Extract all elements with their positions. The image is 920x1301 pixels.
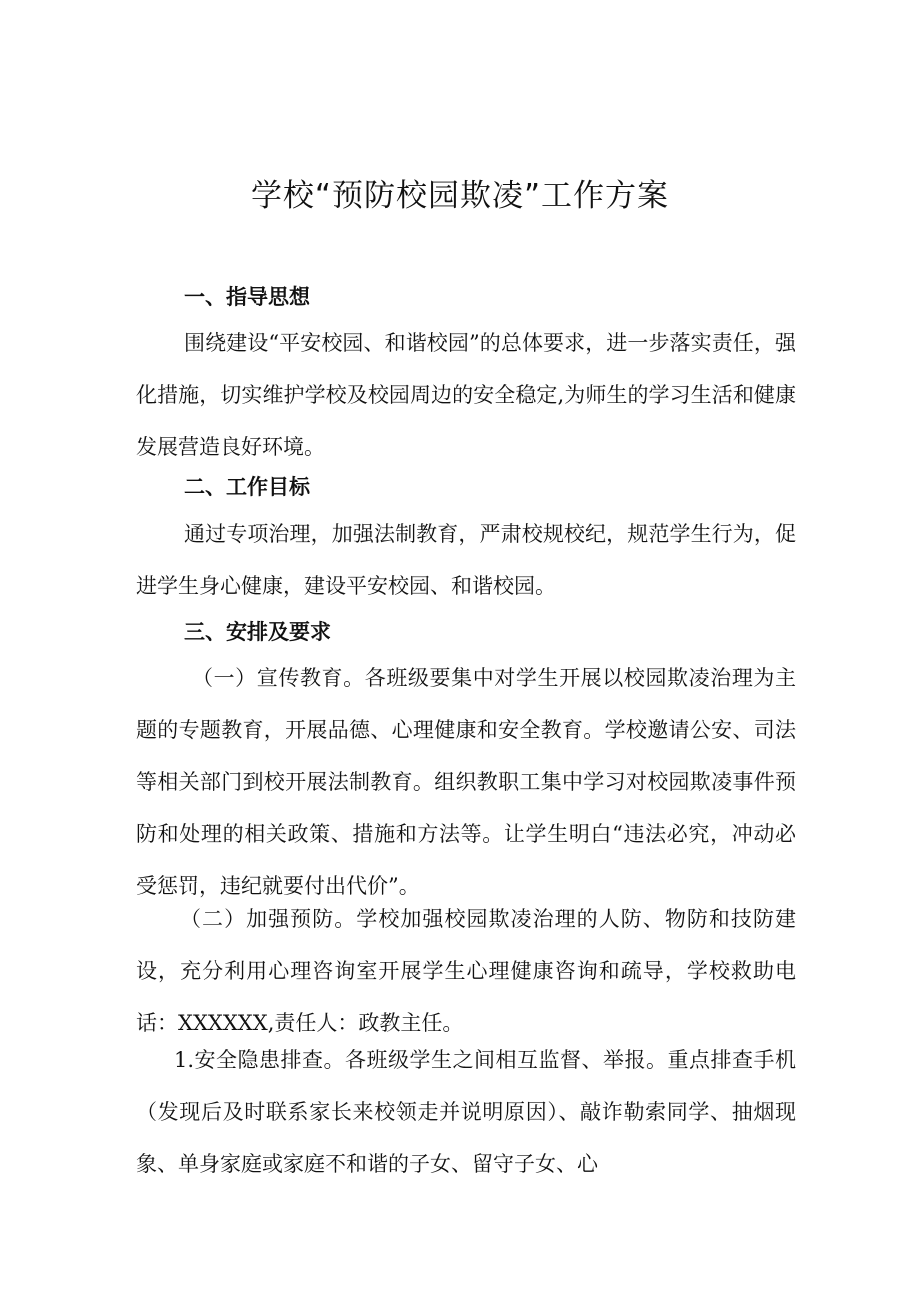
- paragraph-strengthen-prevention: （二）加强预防。学校加强校园欺凌治理的人防、物防和技防建设，充分利用心理咨询室开展学生心理健康咨询和疏导，学校救助电话：XXXXXX,责任人：政教主任。: [136, 907, 796, 1035]
- paragraph-work-goal: 通过专项治理，加强法制教育，严肃校规校纪，规范学生行为，促进学生身心健康，建设平安校园、和谐校园。: [136, 522, 796, 598]
- document-title: 学校“预防校园欺凌”工作方案: [250, 178, 670, 214]
- paragraph-guiding-thought: 围绕建设“平安校园、和谐校园”的总体要求，进一步落实责任，强化措施，切实维护学校及校园周边的安全稳定,为师生的学习生活和健康发展营造良好环境。: [136, 331, 796, 459]
- paragraph-hazard-check: 1.安全隐患排查。各班级学生之间相互监督、举报。重点排查手机（发现后及时联系家长来校领走并说明原因）、敲诈勒索同学、抽烟现象、单身家庭或家庭不和谐的子女、留守子女、心: [136, 1048, 796, 1176]
- paragraph-publicity-education: （一）宣传教育。各班级要集中对学生开展以校园欺凌治理为主题的专题教育，开展品德、心理健康和安全教育。学校邀请公安、司法等相关部门到校开展法制教育。组织教职工集中学习对校园欺凌事件预防和处理的相关政策、措施和方法等。让学生明白“违法必究，冲动必受惩罚，违纪就要付出代价”。: [136, 666, 796, 898]
- section-heading-arrangement: 三、安排及要求: [184, 620, 331, 644]
- section-heading-guiding-thought: 一、指导思想: [184, 285, 310, 309]
- section-heading-work-goal: 二、工作目标: [184, 475, 310, 499]
